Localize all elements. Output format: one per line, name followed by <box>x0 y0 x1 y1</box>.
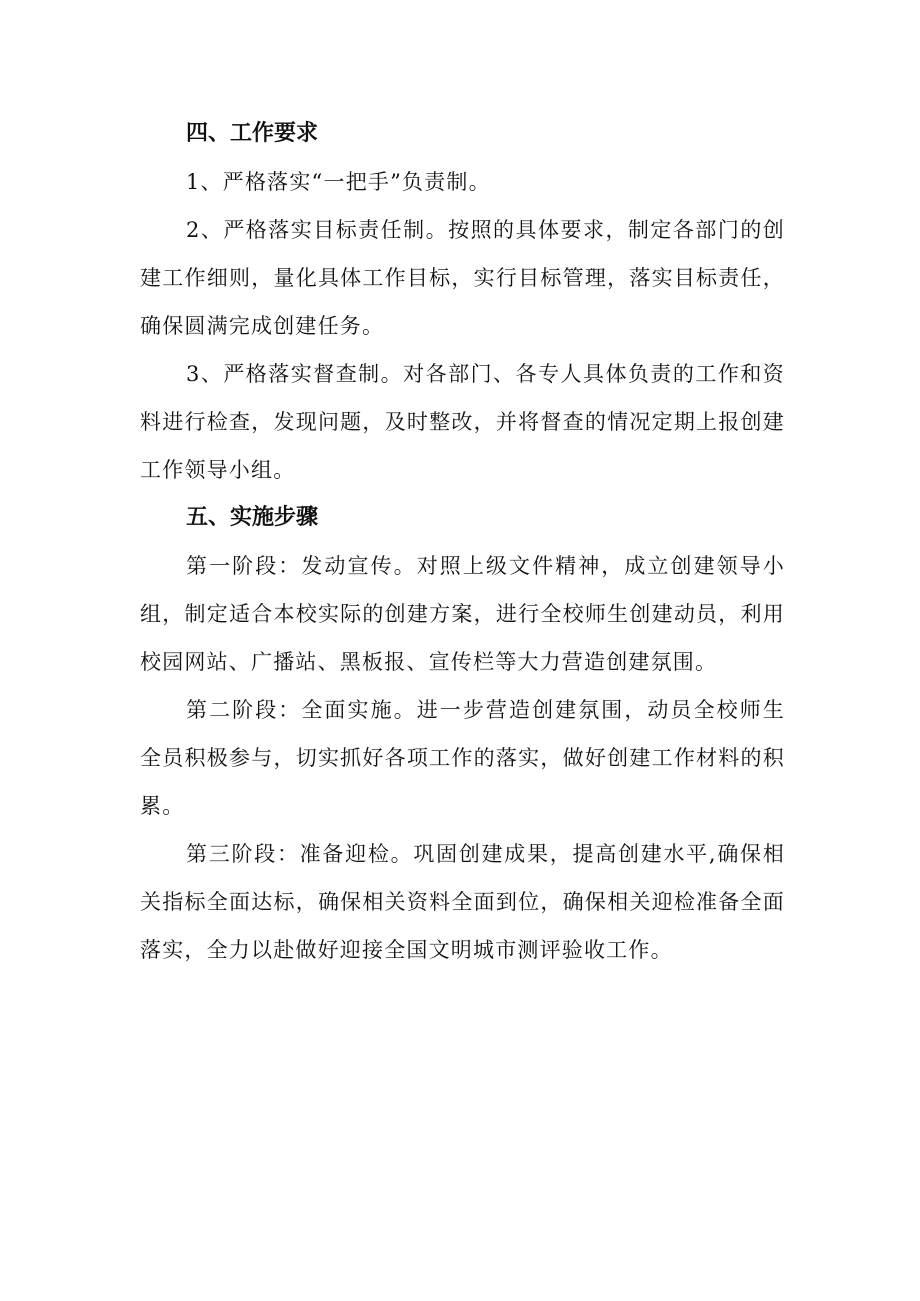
stage-1-paragraph: 第一阶段：发动宣传。对照上级文件精神，成立创建领导小组，制定适合本校实际的创建方案，进行全校师生创建动员，利用校园网站、广播站、黑板报、宣传栏等大力营造创建氛围。 <box>140 554 785 674</box>
section-heading-implementation-steps: 五、实施步骤 <box>186 505 319 530</box>
section-heading-work-requirements: 四、工作要求 <box>186 121 319 146</box>
requirement-item-1: 1、严格落实“一把手”负责制。 <box>186 170 491 194</box>
requirement-item-2: 2、严格落实目标责任制。按照的具体要求，制定各部门的创建工作细则，量化具体工作目标，实行目标管理，落实目标责任，确保圆满完成创建任务。 <box>140 218 785 338</box>
document-body <box>140 110 785 974</box>
requirement-item-3: 3、严格落实督查制。对各部门、各专人具体负责的工作和资料进行检查，发现问题，及时整改，并将督查的情况定期上报创建工作领导小组。 <box>140 362 785 482</box>
stage-3-paragraph: 第三阶段：准备迎检。巩固创建成果，提高创建水平,确保相关指标全面达标，确保相关资料全面到位，确保相关迎检准备全面落实，全力以赴做好迎接全国文明城市测评验收工作。 <box>140 842 785 962</box>
stage-2-paragraph: 第二阶段：全面实施。进一步营造创建氛围，动员全校师生全员积极参与，切实抓好各项工作的落实，做好创建工作材料的积累。 <box>140 698 785 818</box>
